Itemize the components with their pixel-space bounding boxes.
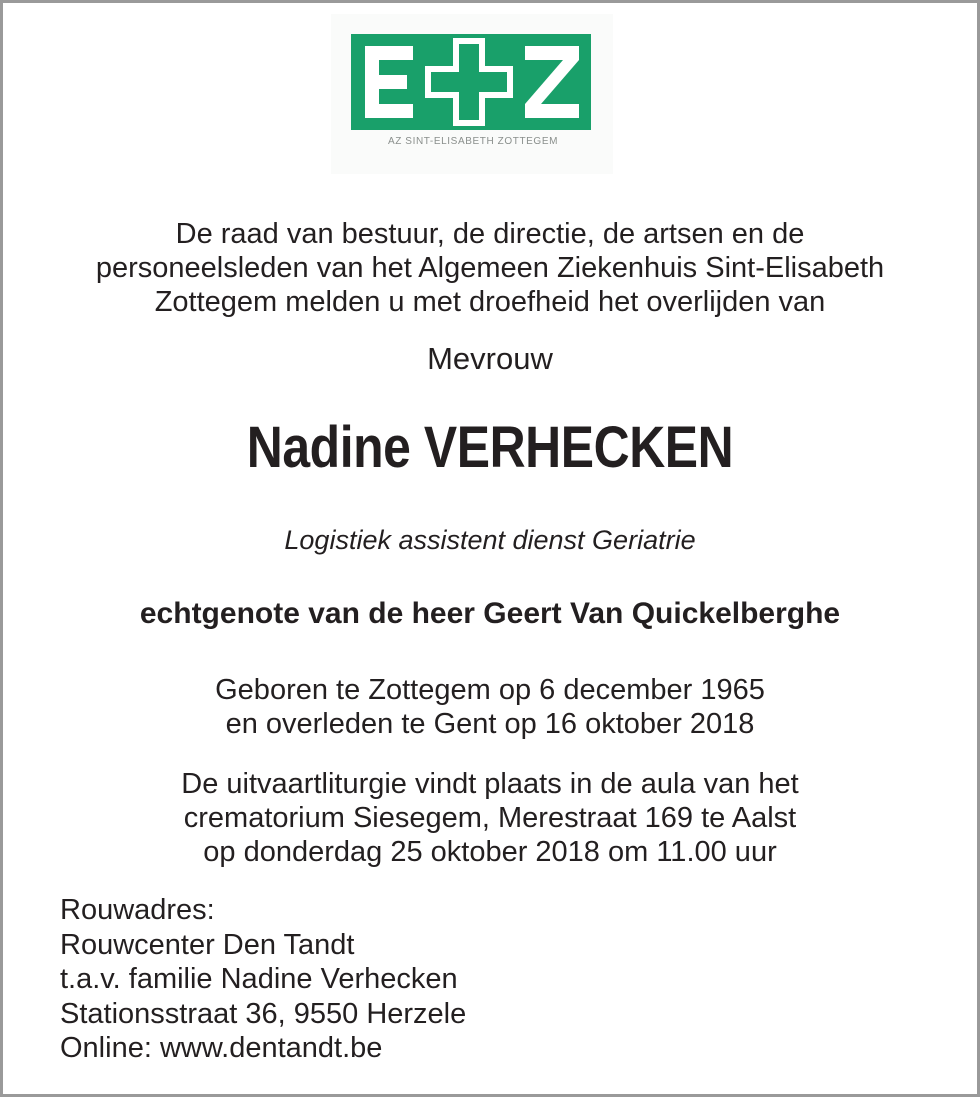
funeral-line: crematorium Siesegem, Merestraat 169 te Aalst — [183, 802, 797, 834]
dates-block — [0, 673, 980, 741]
address-line: Rouwcenter Den Tandt — [60, 928, 355, 961]
intro-line: personeelsleden van het Algemeen Ziekenhuis Sint-Elisabeth — [95, 252, 885, 284]
ez-cross-logo-icon — [351, 34, 591, 130]
job-title: Logistiek assistent dienst Geriatrie — [284, 525, 696, 555]
website-link[interactable]: Online: www.dentandt.be — [60, 1032, 383, 1064]
mourning-address — [60, 893, 466, 1066]
address-line: t.a.v. familie Nadine Verhecken — [60, 963, 458, 995]
address-label: Rouwadres: — [60, 894, 215, 926]
funeral-block — [0, 767, 980, 869]
dates-line: en overleden te Gent op 16 oktober 2018 — [225, 708, 755, 740]
funeral-line: De uitvaartliturgie vindt plaats in de aula van het — [181, 768, 799, 800]
salutation: Mevrouw — [427, 341, 553, 376]
logo-caption: AZ SINT-ELISABETH ZOTTEGEM — [387, 136, 559, 147]
hospital-logo — [331, 14, 613, 174]
intro-line: Zottegem melden u met droefheid het overlijden van — [154, 286, 826, 318]
intro-line: De raad van bestuur, de directie, de artsen en de — [175, 218, 805, 250]
spouse-line: echtgenote van de heer Geert Van Quickelberghe — [139, 597, 841, 630]
address-line: Stationsstraat 36, 9550 Herzele — [60, 997, 467, 1030]
dates-line: Geboren te Zottegem op 6 december 1965 — [215, 674, 765, 706]
funeral-line: op donderdag 25 oktober 2018 om 11.00 uur — [203, 836, 777, 868]
intro-text — [0, 217, 980, 319]
deceased-name: Nadine VERHECKEN — [246, 415, 734, 480]
